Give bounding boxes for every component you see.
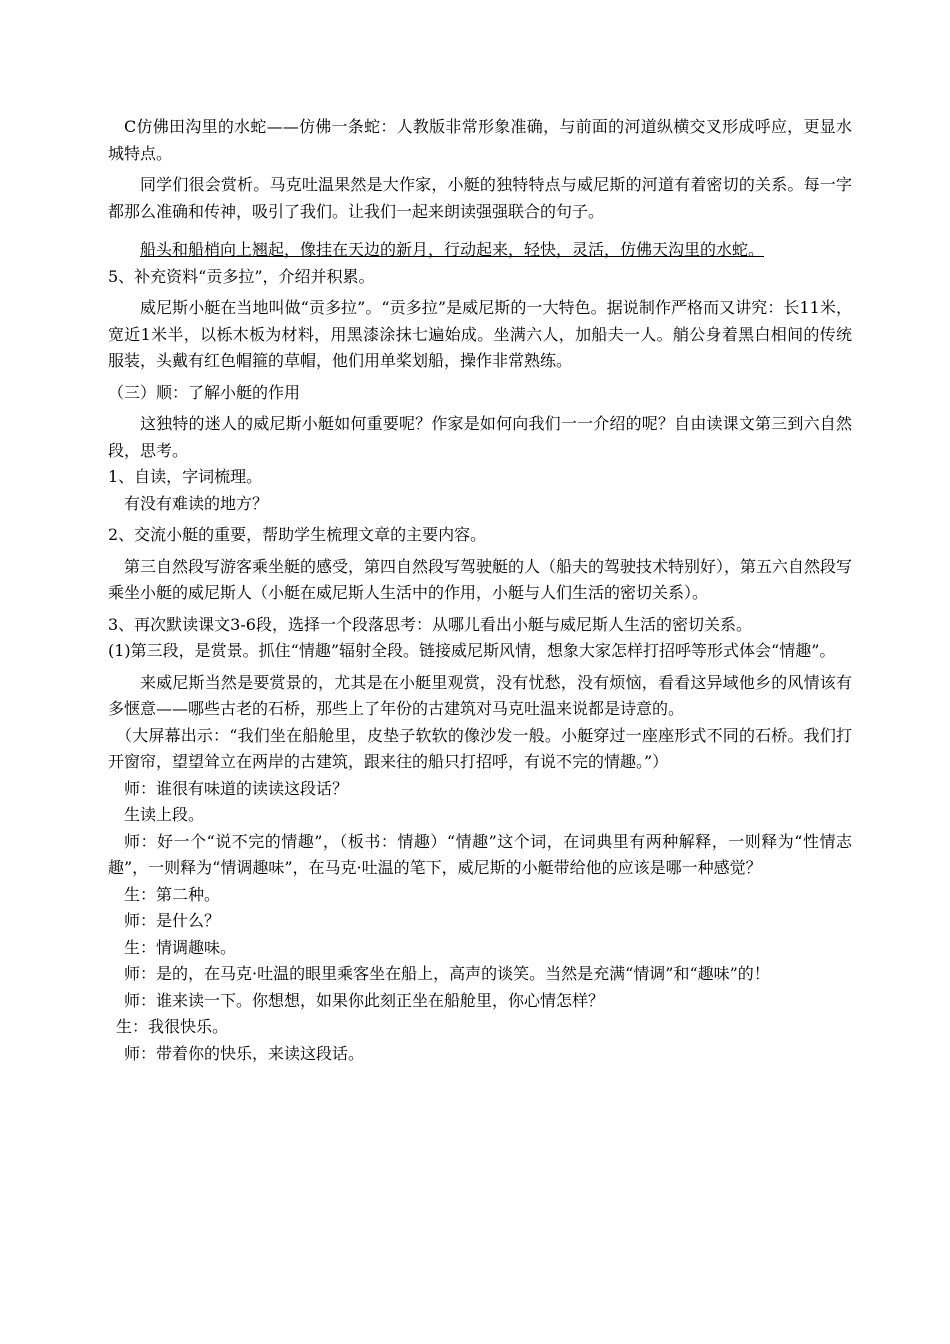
- dialogue-line: 师：是的，在马克·吐温的眼里乘客坐在船上，高声的谈笑。当然是充满“情调”和“趣味”的！: [124, 964, 770, 983]
- step-3-heading: 3、再次默读课文3-6段，选择一个段落思考：从哪儿看出小艇与威尼斯人生活的密切关系。: [108, 614, 752, 634]
- dialogue-line: 生：第二种。: [124, 884, 221, 904]
- paragraph-difficult-words: 有没有难读的地方？: [124, 493, 269, 513]
- paragraph-structure: 第三自然段写游客乘坐艇的感受，第四自然段写驾驶艇的人（船夫的驾驶技术特别好），第五六自然段写乘坐小艇的威尼斯人（小艇在威尼斯人生活中的作用，小艇与人们生活的密切关系）。: [108, 556, 853, 602]
- step-1-heading: 1、自读，字词梳理。: [108, 467, 263, 486]
- paragraph-section-1: (1)第三段，是赏景。抓住“情趣”辐射全段。链接威尼斯风情，想象大家怎样打招呼等形式体会“情趣”。: [108, 641, 836, 660]
- document-body: [108, 114, 852, 1067]
- paragraph-option-c: C仿佛田沟里的水蛇——仿佛一条蛇：人教版非常形象准确，与前面的河道纵横交叉形成呼应，更显水城特点。: [108, 117, 852, 163]
- paragraph-scenery: 来威尼斯当然是要赏景的，尤其是在小艇里观赏，没有忧愁，没有烦恼，看看这异域他乡的风情该有多惬意——哪些古老的石桥，那些上了年份的古建筑对马克吐温来说都是诗意的。: [108, 672, 852, 718]
- paragraph-screen-quote: （大屏幕出示：“我们坐在船舱里，皮垫子软软的像沙发一般。小艇穿过一座座形式不同的石桥。我们打开窗帘，望望耸立在两岸的古建筑，跟来往的船只打招呼，有说不完的情趣。”）: [108, 725, 852, 771]
- dialogue-line: 师：谁来读一下。你想想，如果你此刻正坐在船舱里，你心情怎样？: [124, 990, 605, 1010]
- dialogue-line: 生读上段。: [124, 805, 205, 824]
- paragraph-underlined-sentence: 船头和船梢向上翘起，像挂在天边的新月，行动起来，轻快，灵活，仿佛天沟里的水蛇。: [140, 240, 765, 259]
- dialogue-line: 师：好一个“说不完的情趣”，（板书：情趣）“情趣”这个词，在词典里有两种解释，一则释为“性情志趣”，一则释为“情调趣味”，在马克·吐温的笔下，威尼斯的小艇带给他的应该是哪一种感觉？: [108, 831, 852, 877]
- dialogue-line: 师：带着你的快乐，来读这段话。: [124, 1043, 365, 1063]
- paragraph-appreciation: 同学们很会赏析。马克吐温果然是大作家，小艇的独特特点与威尼斯的河道有着密切的关系。每一字都那么准确和传神，吸引了我们。让我们一起来朗读强强联合的句子。: [108, 175, 852, 221]
- paragraph-question: 这独特的迷人的威尼斯小艇如何重要呢？作家是如何向我们一一介绍的呢？自由读课文第三到六自然段，思考。: [108, 414, 852, 460]
- step-2-heading: 2、交流小艇的重要，帮助学生梳理文章的主要内容。: [108, 525, 487, 544]
- dialogue-line: 师：是什么？: [124, 911, 221, 930]
- dialogue-line: 师：谁很有味道的读读这段话？: [124, 778, 349, 798]
- dialogue-line: 生：我很快乐。: [116, 1017, 229, 1036]
- step-5-heading: 5、补充资料“贡多拉”，介绍并积累。: [108, 266, 375, 286]
- section-3-heading: （三）顺：了解小艇的作用: [108, 382, 301, 402]
- dialogue-line: 生：情调趣味。: [124, 937, 237, 957]
- paragraph-gondola-info: 威尼斯小艇在当地叫做“贡多拉”。“贡多拉”是威尼斯的一大特色。据说制作严格而又讲究：长11米，宽近1米半，以栎木板为材料，用黑漆涂抹七遍始成。坐满六人，加船夫一人。艄公身着黑白相间的传统服装，头戴有红色帽箍的草帽，他们用单桨划船，操作非常熟练。: [108, 298, 852, 370]
